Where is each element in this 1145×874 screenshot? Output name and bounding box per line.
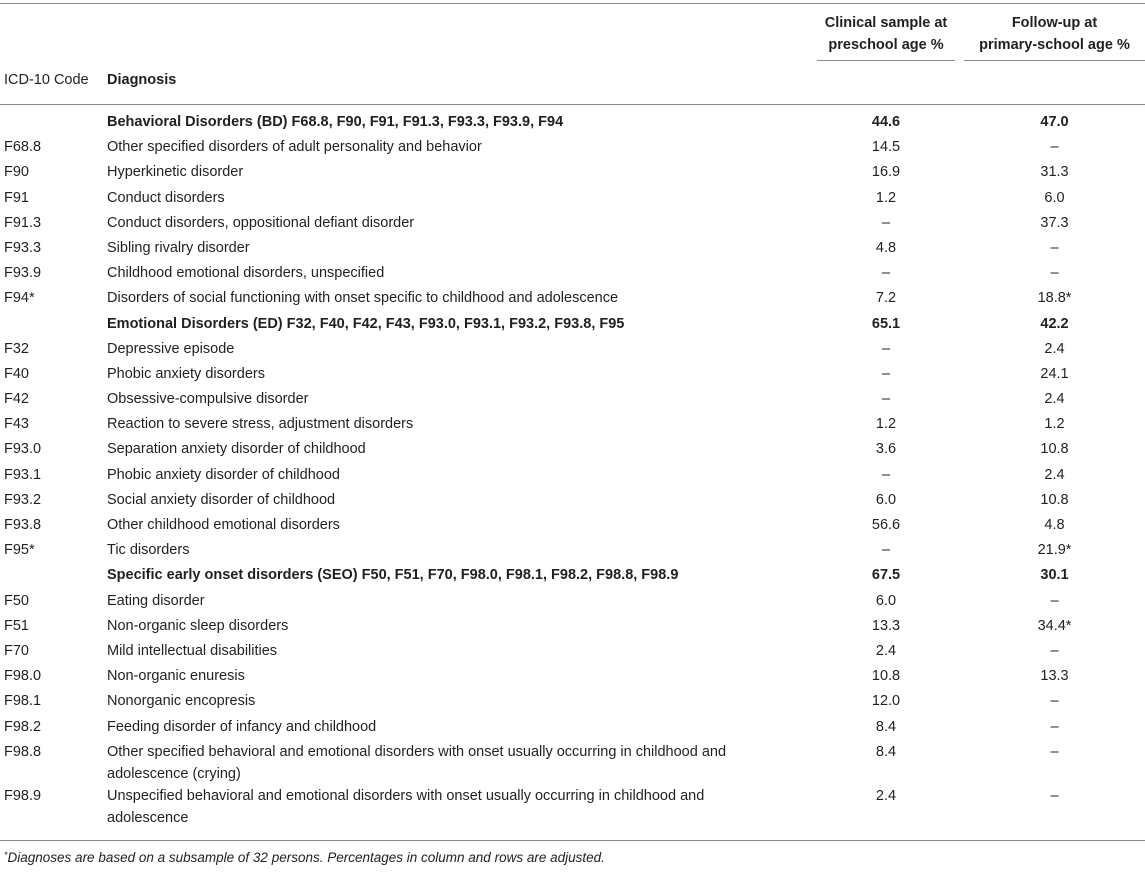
icd-code-cell: F93.8 [4, 517, 42, 533]
table-row [0, 539, 1145, 564]
preschool-percent-cell: 3.6 [875, 441, 897, 458]
preschool-percent-cell: – [881, 340, 891, 357]
followup-percent-cell: – [1050, 642, 1059, 659]
table-body [0, 111, 1145, 825]
table-row [0, 237, 1145, 262]
followup-percent-cell: 47.0 [1040, 114, 1069, 130]
icd-code-cell: F95* [4, 542, 35, 559]
diagnosis-cell: Childhood emotional disorders, unspecified [107, 265, 385, 282]
preschool-percent-cell: 6.0 [875, 491, 897, 508]
preschool-percent-cell: – [881, 365, 891, 382]
column-header-underline-followup [964, 60, 1145, 61]
diagnosis-cell: Feeding disorder of infancy and childhood [107, 718, 377, 735]
icd-code-cell: F93.2 [4, 491, 42, 508]
table-row [0, 464, 1145, 489]
preschool-percent-cell: – [881, 214, 891, 231]
diagnosis-cell: Sibling rivalry disorder [107, 239, 250, 256]
followup-percent-cell: – [1050, 265, 1059, 282]
followup-percent-cell: 18.8* [1037, 290, 1072, 307]
diagnosis-cell: Separation anxiety disorder of childhood [107, 441, 366, 458]
preschool-percent-cell: – [881, 466, 891, 483]
diagnosis-cell: Obsessive-compulsive disorder [107, 391, 309, 408]
table-row [0, 338, 1145, 363]
diagnosis-cell: Disorders of social functioning with onset specific to childhood and adolescence [107, 290, 619, 307]
followup-percent-cell: 13.3 [1040, 668, 1069, 685]
diagnosis-cell: Social anxiety disorder of childhood [107, 491, 336, 508]
table-group-row [0, 313, 1145, 338]
icd-code-cell: F42 [4, 391, 29, 408]
followup-percent-cell: 2.4 [1044, 466, 1065, 483]
followup-percent-cell: – [1050, 787, 1059, 804]
diagnosis-cell: Hyperkinetic disorder [107, 164, 244, 181]
preschool-percent-cell: 10.8 [871, 668, 901, 685]
icd-code-cell: F93.1 [4, 466, 42, 483]
diagnosis-cell: Conduct disorders [107, 189, 225, 206]
icd-code-cell: F98.1 [4, 693, 42, 710]
preschool-percent-cell: – [881, 391, 891, 408]
followup-percent-cell: 1.2 [1044, 416, 1065, 433]
diagnosis-cell: Non-organic enuresis [107, 668, 245, 685]
followup-percent-cell: 24.1 [1040, 365, 1069, 382]
table-bottom-rule [0, 840, 1145, 841]
followup-percent-cell: – [1050, 693, 1059, 710]
diagnosis-cell: Emotional Disorders (ED) F32, F40, F42, F43, F93.0, F93.1, F93.2, F93.8, F95 [107, 315, 625, 332]
table-row [0, 287, 1145, 312]
table-row [0, 716, 1145, 741]
diagnosis-cell: Other specified disorders of adult personality and behavior [107, 139, 482, 156]
table-row [0, 413, 1145, 438]
column-header-followup: Follow-up at primary-school age % [979, 15, 1130, 53]
column-header-underline-preschool [817, 60, 955, 61]
preschool-percent-cell: 7.2 [875, 290, 897, 307]
diagnosis-cell: Mild intellectual disabilities [107, 642, 278, 659]
icd-code-cell: F91.3 [4, 214, 42, 231]
column-header-preschool: Clinical sample at preschool age % [824, 15, 948, 53]
icd-code-cell: F51 [4, 617, 29, 634]
table-row [0, 136, 1145, 161]
icd-code-cell: F98.0 [4, 668, 42, 685]
table-row [0, 489, 1145, 514]
icd-code-cell: F98.2 [4, 718, 42, 735]
diagnosis-cell: Phobic anxiety disorders [107, 365, 265, 382]
icd-code-cell: F43 [4, 416, 29, 433]
diagnosis-cell: Specific early onset disorders (SEO) F50, F51, F70, F98.0, F98.1, F98.2, F98.8, F98.9 [107, 567, 679, 584]
followup-percent-cell: 21.9* [1037, 542, 1072, 559]
table-row [0, 665, 1145, 690]
table-group-row [0, 111, 1145, 136]
followup-percent-cell: 10.8 [1040, 491, 1069, 508]
preschool-percent-cell: 16.9 [871, 164, 901, 181]
diagnosis-cell: Tic disorders [107, 542, 190, 559]
table-header-rule [0, 104, 1145, 105]
preschool-percent-cell: 1.2 [875, 189, 897, 206]
preschool-percent-cell: – [881, 265, 891, 282]
followup-percent-cell: – [1050, 239, 1059, 256]
icd-code-cell: F32 [4, 340, 29, 357]
icd-code-cell: F91 [4, 189, 29, 206]
followup-percent-cell: 31.3 [1040, 164, 1069, 181]
icd-code-cell: F93.0 [4, 441, 42, 458]
diagnosis-cell: Reaction to severe stress, adjustment disorders [107, 416, 414, 433]
followup-percent-cell: 10.8 [1040, 441, 1069, 458]
preschool-percent-cell: – [881, 542, 891, 559]
table-row [0, 363, 1145, 388]
footnote-marker: * [4, 850, 8, 860]
icd-code-cell: F98.8 [4, 743, 42, 760]
icd-code-cell: F70 [4, 642, 29, 659]
icd-code-cell: F94* [4, 290, 35, 307]
table-row [0, 514, 1145, 539]
table-row [0, 785, 1145, 825]
footnote-text: Diagnoses are based on a subsample of 32 persons. Percentages in column and rows are adjusted. [7, 850, 605, 865]
column-header-diagnosis: Diagnosis [107, 72, 177, 88]
preschool-percent-cell: 8.4 [875, 718, 897, 735]
table-row [0, 438, 1145, 463]
diagnosis-cell: Phobic anxiety disorder of childhood [107, 466, 340, 483]
column-header-icd-code: ICD-10 Code [4, 72, 89, 88]
followup-percent-cell: 34.4* [1037, 617, 1072, 634]
followup-percent-cell: – [1050, 139, 1059, 156]
preschool-percent-cell: 56.6 [871, 517, 901, 533]
icd-code-cell: F90 [4, 164, 29, 181]
icd-code-cell: F98.9 [4, 787, 42, 804]
followup-percent-cell: 2.4 [1044, 340, 1065, 357]
table-row [0, 212, 1145, 237]
table-row [0, 640, 1145, 665]
preschool-percent-cell: 4.8 [875, 239, 897, 256]
diagnosis-cell: Conduct disorders, oppositional defiant disorder [107, 214, 415, 231]
table-group-row [0, 564, 1145, 589]
preschool-percent-cell: 2.4 [875, 642, 897, 659]
table-top-rule [0, 3, 1145, 4]
preschool-percent-cell: 1.2 [875, 416, 897, 433]
table-row [0, 741, 1145, 785]
table-row [0, 262, 1145, 287]
icd-code-cell: F93.9 [4, 265, 42, 282]
diagnosis-cell: Nonorganic encopresis [107, 693, 256, 710]
icd-code-cell: F40 [4, 365, 29, 382]
followup-percent-cell: 30.1 [1040, 567, 1069, 584]
followup-percent-cell: 37.3 [1040, 214, 1069, 231]
preschool-percent-cell: 13.3 [871, 617, 901, 634]
preschool-percent-cell: 8.4 [875, 743, 897, 760]
table-footnote [4, 849, 605, 867]
table-row [0, 187, 1145, 212]
preschool-percent-cell: 44.6 [871, 114, 901, 130]
followup-percent-cell: 6.0 [1044, 189, 1065, 206]
preschool-percent-cell: 67.5 [871, 567, 901, 584]
icd-code-cell: F68.8 [4, 139, 42, 156]
preschool-percent-cell: 2.4 [875, 787, 897, 804]
diagnosis-cell: Unspecified behavioral and emotional disorders with onset usually occurring in childhood and adolescence [107, 787, 705, 826]
diagnosis-cell: Non-organic sleep disorders [107, 617, 289, 634]
followup-percent-cell: – [1050, 743, 1059, 760]
diagnosis-cell: Behavioral Disorders (BD) F68.8, F90, F91, F91.3, F93.3, F93.9, F94 [107, 114, 564, 130]
diagnosis-cell: Eating disorder [107, 592, 205, 609]
table-row [0, 161, 1145, 186]
diagnosis-cell: Other childhood emotional disorders [107, 517, 340, 533]
followup-percent-cell: – [1050, 592, 1059, 609]
preschool-percent-cell: 65.1 [871, 315, 901, 332]
diagnosis-cell: Depressive episode [107, 340, 235, 357]
preschool-percent-cell: 6.0 [875, 592, 897, 609]
table-row [0, 388, 1145, 413]
diagnosis-cell: Other specified behavioral and emotional disorders with onset usually occurring in childhood and adolescence (crying) [107, 743, 727, 782]
followup-percent-cell: 42.2 [1040, 315, 1069, 332]
followup-percent-cell: – [1050, 718, 1059, 735]
table-row [0, 615, 1145, 640]
preschool-percent-cell: 14.5 [871, 139, 901, 156]
icd-code-cell: F93.3 [4, 239, 42, 256]
followup-percent-cell: 2.4 [1044, 391, 1065, 408]
preschool-percent-cell: 12.0 [871, 693, 901, 710]
table-row [0, 590, 1145, 615]
followup-percent-cell: 4.8 [1044, 517, 1065, 533]
table-row [0, 690, 1145, 715]
icd-code-cell: F50 [4, 592, 29, 609]
